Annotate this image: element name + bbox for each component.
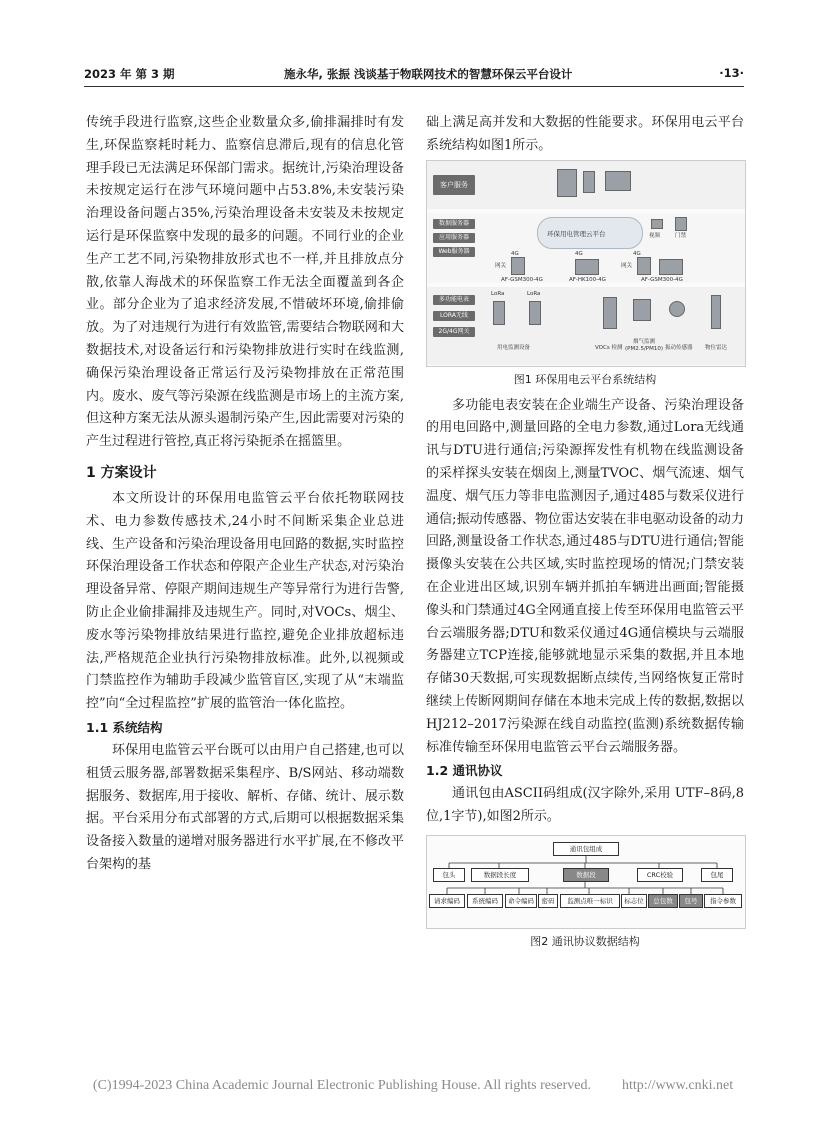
- paragraph-intro-cont: 传统手段进行监察,这些企业数量众多,偷排漏排时有发生,环保监察耗时耗力、监察信息滞后,现有的信息化管理手段已无法满足环保部门需求。据统计,污染治理设备未按规定运行在涉气环境问题中占53.8%,未安装污染治理设备问题占35%,污染治理设备未安装及未按规定运行是环保监察中发现的最多的问题。不同行业的企业生产工艺不同,污染物排放形式也不一样,并且排放点分散,依靠人海战术的环保监察工作无法全面覆盖到各企业。部分企业为了追求经济发展,不惜破坏环境,偷排偷放。为了对违规行为进行有效监管,需要结合物联网和大数据技术,对设备运行和污染物排放进行实时在线监测,确保污染治理设备正常运行及污染物排放在正常范围内。废水、废气等污染源在线监测是市场上的主流方案,但这种方案无法从源头遏制污染产生,因此需要对污染的产生过程进行管控,真正将污染扼杀在摇篮里。: [86, 115, 404, 450]
- left-column: [86, 112, 404, 877]
- app-server-box: 应用服务器: [433, 233, 475, 243]
- sensor-3-label: 烟气监测 (PM2.5/PM10): [625, 338, 664, 352]
- figure-1-system-structure: [426, 160, 746, 367]
- gateway-1-label: 网关: [495, 262, 507, 269]
- door-icon: [675, 217, 687, 231]
- protocol-point-id: 监测点唯一标识: [560, 894, 620, 908]
- paragraph-design: 本文所设计的环保用电监管云平台依托物联网技术、电力参数传感技术,24小时不间断采集企业总进线、生产设备和污染治理设备用电回路的数据,实时监控环保治理设备工作状态和停限产企业生产状态,对污染治理设备异常、停限产期间违规生产等异常行为进行告警,防止企业偷排漏排及违规生产。同时,对VOCs、烟尘、废水等污染物排放结果进行监控,避免企业排放超标违法,严格规范企业执行污染物排放标准。此外,以视频或门禁监控作为辅助手段减少监管盲区,实现了从“末端监控”向“全过程监控”扩展的监管治一体化监控。: [86, 490, 404, 712]
- protocol-system-code: 系统编码: [467, 894, 503, 908]
- protocol-root: 通讯包组成: [553, 842, 619, 856]
- net-box: 2G/4G网关: [433, 327, 475, 337]
- paragraph-devices: 多功能电表安装在企业端生产设备、污染治理设备的用电回路中,测量回路的全电力参数,通过Lora无线通讯与DTU进行通信;污染源挥发性有机物在线监测设备的采样探头安装在烟囱上,测量TVOC、烟气流速、烟气温度、烟气压力等非电监测因子,通过485与数采仪进行通信;振动传感器、物位雷达安装在非电驱动设备的动力回路,测量设备工作状态,通过485与DTU进行通信;智能摄像头安装在公共区域,实时监控现场的情况;门禁安装在企业进出区域,识别车辆并抓拍车辆进出画面;智能摄像头和门禁通过4G全网通直接上传至环保用电监管云平台云端服务器;DTU和数采仪通过4G通信模块与云端服务器建立TCP连接,能够就地显示采集的数据,并且本地存储30天数据,可实现数据断点续传,当网络恢复正常时继续上传断网期间存储在本地未完成上传的数据,数据以HJ212–2017污染源在线自动监控(监测)系统数据传输标准传输至环保用电监管云平台云端服务器。: [426, 397, 744, 755]
- dtu-2-icon: [575, 259, 599, 275]
- dtu-3-icon: [659, 259, 683, 275]
- gateway-2-label: 网关: [621, 262, 633, 269]
- protocol-request-code: 请求编码: [429, 894, 465, 908]
- sensor-1-label: 用电监测设备: [497, 344, 531, 351]
- paragraph-structure: 环保用电监管云平台既可以由用户自己搭建,也可以租赁云服务器,部署数据采集程序、B/S网站、移动端数据服务、数据库,用于接收、解析、存储、统计、展示数据。平台采用分布式部署的方式,后期可以根据数据采集设备接入数量的递增对服务器进行水平扩展,在不修改平台架构的基: [86, 742, 404, 872]
- smoke-monitor-icon: [633, 299, 651, 321]
- article-title-header: 施永华, 张振 浅谈基于物联网技术的智慧环保云平台设计: [284, 67, 573, 81]
- copyright-text: (C)1994-2023 China Academic Journal Electronic Publishing House. All rights reserved.: [92, 1078, 591, 1093]
- db-server-box: 数据服务器: [433, 219, 475, 229]
- level-radar-icon: [711, 295, 721, 329]
- protocol-header: 包头: [433, 868, 465, 882]
- sensor-4-label: 振动传感器: [665, 344, 693, 351]
- 4g-label-1: 4G: [511, 250, 519, 257]
- dtu-3-label: AF-GSM300-4G: [641, 276, 683, 283]
- web-server-box: Web服务器: [433, 247, 475, 257]
- cloud-label: 环保用电管理云平台: [547, 229, 606, 238]
- journal-issue: 2023 年 第 3 期: [84, 67, 175, 81]
- video-label: 视频: [649, 232, 661, 239]
- 4g-label-3: 4G: [633, 250, 641, 257]
- protocol-data-segment: 数据段: [563, 868, 609, 882]
- laptop-device-icon: [605, 171, 631, 191]
- protocol-params: 指令参数: [704, 894, 742, 908]
- protocol-total-packets: 总包数: [648, 894, 678, 908]
- sensor-2-label: VOCs 检测: [595, 344, 623, 351]
- customer-service-box: 客户服务: [433, 175, 475, 195]
- monitor-device-icon: [557, 169, 577, 197]
- gateway-1-icon: [511, 257, 525, 275]
- figure-2-caption: 图2 通讯协议数据结构: [530, 934, 640, 948]
- lora-label-1: LoRa: [491, 290, 505, 297]
- protocol-tail: 包尾: [701, 868, 733, 882]
- protocol-packet-number: 包号: [679, 894, 703, 908]
- protocol-flag: 标志位: [621, 894, 647, 908]
- section-heading-1-2: 1.2 通讯协议: [426, 763, 503, 779]
- gateway-2-icon: [637, 257, 651, 275]
- protocol-command-code: 命令编码: [505, 894, 537, 908]
- paragraph-protocol: 通讯包由ASCII码组成(汉字除外,采用 UTF–8码,8位,1字节),如图2所示。: [426, 786, 744, 825]
- door-label: 门禁: [675, 232, 687, 239]
- meter-1-icon: [493, 301, 505, 325]
- phone-device-icon: [583, 171, 595, 193]
- meter-2-icon: [529, 301, 541, 325]
- protocol-password: 密码: [538, 894, 558, 908]
- section-heading-1-1: 1.1 系统结构: [86, 719, 163, 735]
- page-number: ·13·: [719, 66, 744, 80]
- dtu-2-label: AF-HK100-4G: [569, 276, 606, 283]
- section-heading-1: 1 方案设计: [86, 464, 157, 481]
- running-header: [84, 64, 744, 87]
- protocol-crc: CRC校验: [637, 868, 683, 882]
- cnki-link[interactable]: http://www.cnki.net: [622, 1078, 734, 1093]
- protocol-length: 数据段长度: [471, 868, 529, 882]
- paragraph-structure-cont: 础上满足高并发和大数据的性能要求。环保用电云平台系统结构如图1所示。: [426, 115, 744, 153]
- lora-box: LORA无线: [433, 311, 475, 321]
- multi-meter-box: 多功能电表: [433, 295, 475, 305]
- 4g-label-2: 4G: [575, 250, 583, 257]
- lora-label-2: LoRa: [527, 290, 541, 297]
- figure-2-protocol-structure: [426, 835, 746, 929]
- camera-icon: [651, 219, 663, 229]
- copyright-footer: [0, 1078, 826, 1094]
- vibration-sensor-icon: [669, 301, 685, 317]
- sensor-5-label: 物位雷达: [705, 344, 728, 351]
- right-column: [426, 112, 744, 957]
- figure-1-caption: 图1 环保用电云平台系统结构: [513, 372, 657, 386]
- vocs-sensor-icon: [603, 297, 617, 329]
- dtu-1-label: AF-GSM300-4G: [501, 276, 543, 283]
